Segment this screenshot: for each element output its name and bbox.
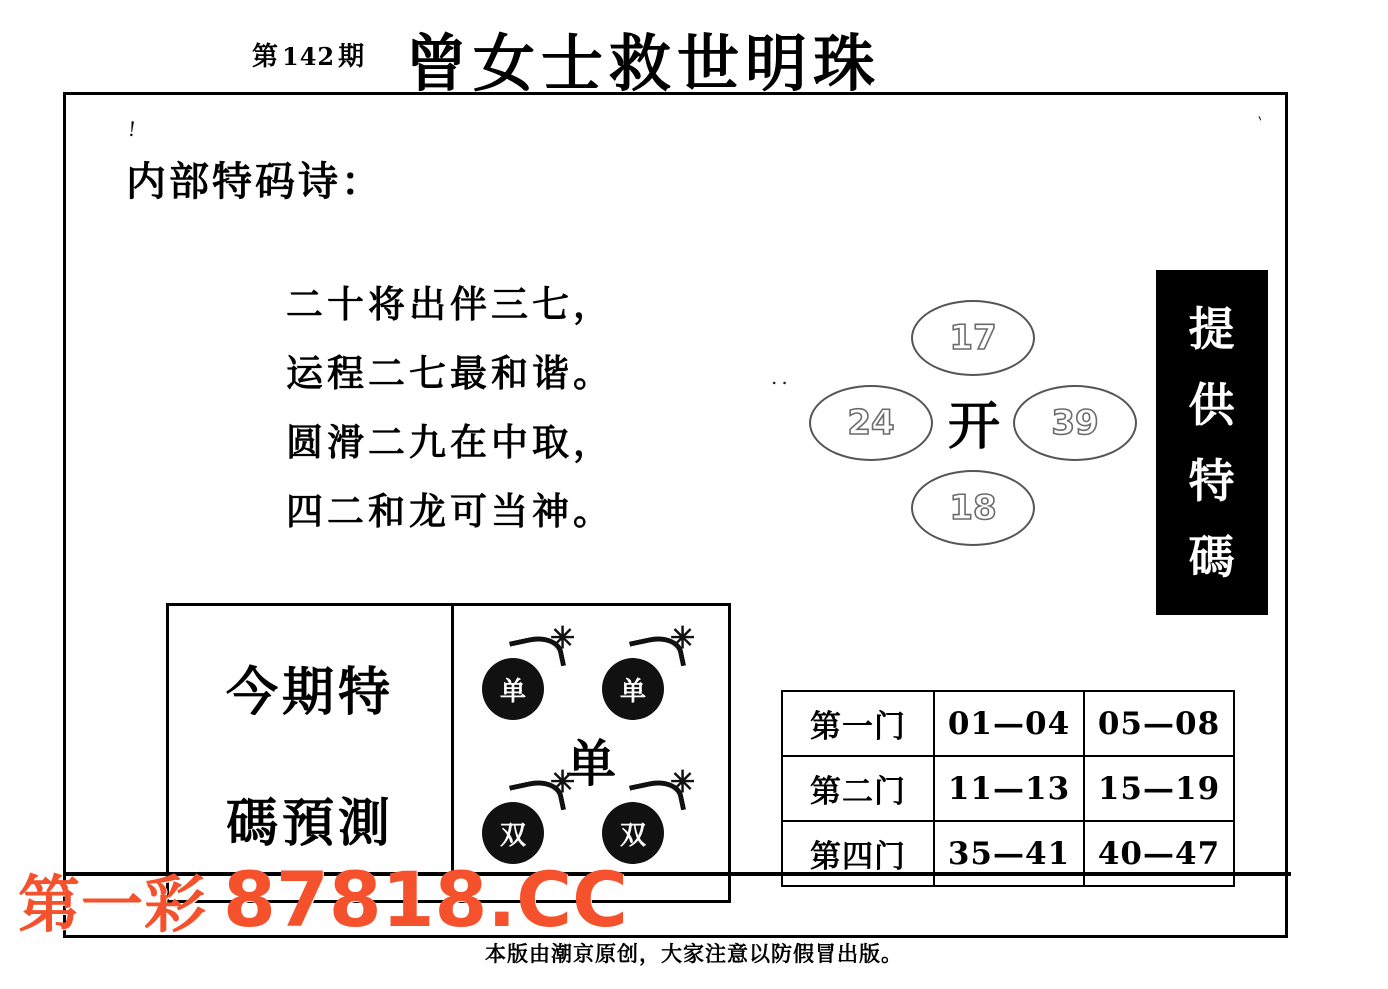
range-cell: 05—08 — [1084, 691, 1234, 756]
spark-icon: ✳ — [550, 765, 576, 800]
number-ball-cluster — [771, 300, 1141, 570]
prediction-center-char: 单 — [566, 734, 616, 793]
table-row — [782, 691, 1234, 756]
prediction-label-bottom: 碼預測 — [225, 793, 394, 854]
issue-label — [252, 36, 365, 73]
prediction-label-top: 今期特 — [225, 662, 394, 723]
bomb-icon: 双 — [602, 802, 664, 864]
range-cell: 15—19 — [1084, 756, 1234, 821]
tick-mark-left: ! — [126, 116, 138, 142]
poem-line: 四二和龙可当神。 — [286, 489, 614, 533]
tick-mark-right: ` — [1250, 114, 1267, 137]
gate-label: 第二门 — [782, 756, 934, 821]
range-cell: 11—13 — [934, 756, 1084, 821]
issue-suffix: 期 — [338, 42, 366, 72]
poem-line: 二十将出伴三七， — [286, 282, 614, 326]
page-title: 曾女士救世明珠 — [405, 27, 882, 100]
issue-prefix: 第 — [252, 42, 280, 72]
poem-line: 运程二七最和谐。 — [286, 351, 614, 395]
spark-icon: ✳ — [670, 621, 696, 656]
number-ball-left: 24 — [809, 385, 933, 461]
open-character: 开 — [947, 395, 1000, 457]
number-ball-bottom: 18 — [911, 470, 1035, 546]
banner-char: 供 — [1188, 377, 1236, 432]
supply-code-banner — [1156, 270, 1268, 615]
spark-icon: ✳ — [550, 621, 576, 656]
table-row — [782, 821, 1234, 886]
watermark — [18, 855, 628, 944]
bomb-icon: 单 — [482, 658, 544, 720]
gate-label: 第一门 — [782, 691, 934, 756]
issue-number: 142 — [282, 42, 336, 71]
watermark-brand: 第一彩 — [18, 868, 208, 941]
dots-decoration: .. — [771, 365, 792, 389]
poem-block — [286, 270, 614, 546]
page-header — [0, 8, 1388, 100]
section-heading: 内部特码诗： — [126, 158, 384, 205]
watermark-url: 87818.CC — [223, 855, 628, 944]
banner-char: 提 — [1188, 301, 1236, 356]
gate-label: 第四门 — [782, 821, 934, 886]
range-cell: 35—41 — [934, 821, 1084, 886]
number-range-table — [781, 690, 1235, 887]
footer-note: 本版由潮京原创，大家注意以防假冒出版。 — [485, 941, 903, 966]
table-row — [782, 756, 1234, 821]
banner-char: 碼 — [1188, 529, 1236, 584]
spark-icon: ✳ — [670, 765, 696, 800]
bomb-icon: 单 — [602, 658, 664, 720]
range-cell: 01—04 — [934, 691, 1084, 756]
poem-line: 圆滑二九在中取， — [286, 420, 614, 464]
number-ball-right: 39 — [1013, 385, 1137, 461]
banner-char: 特 — [1188, 453, 1236, 508]
bomb-icon: 双 — [482, 802, 544, 864]
number-ball-top: 17 — [911, 300, 1035, 376]
content-frame — [63, 92, 1288, 938]
range-cell: 40—47 — [1084, 821, 1234, 886]
